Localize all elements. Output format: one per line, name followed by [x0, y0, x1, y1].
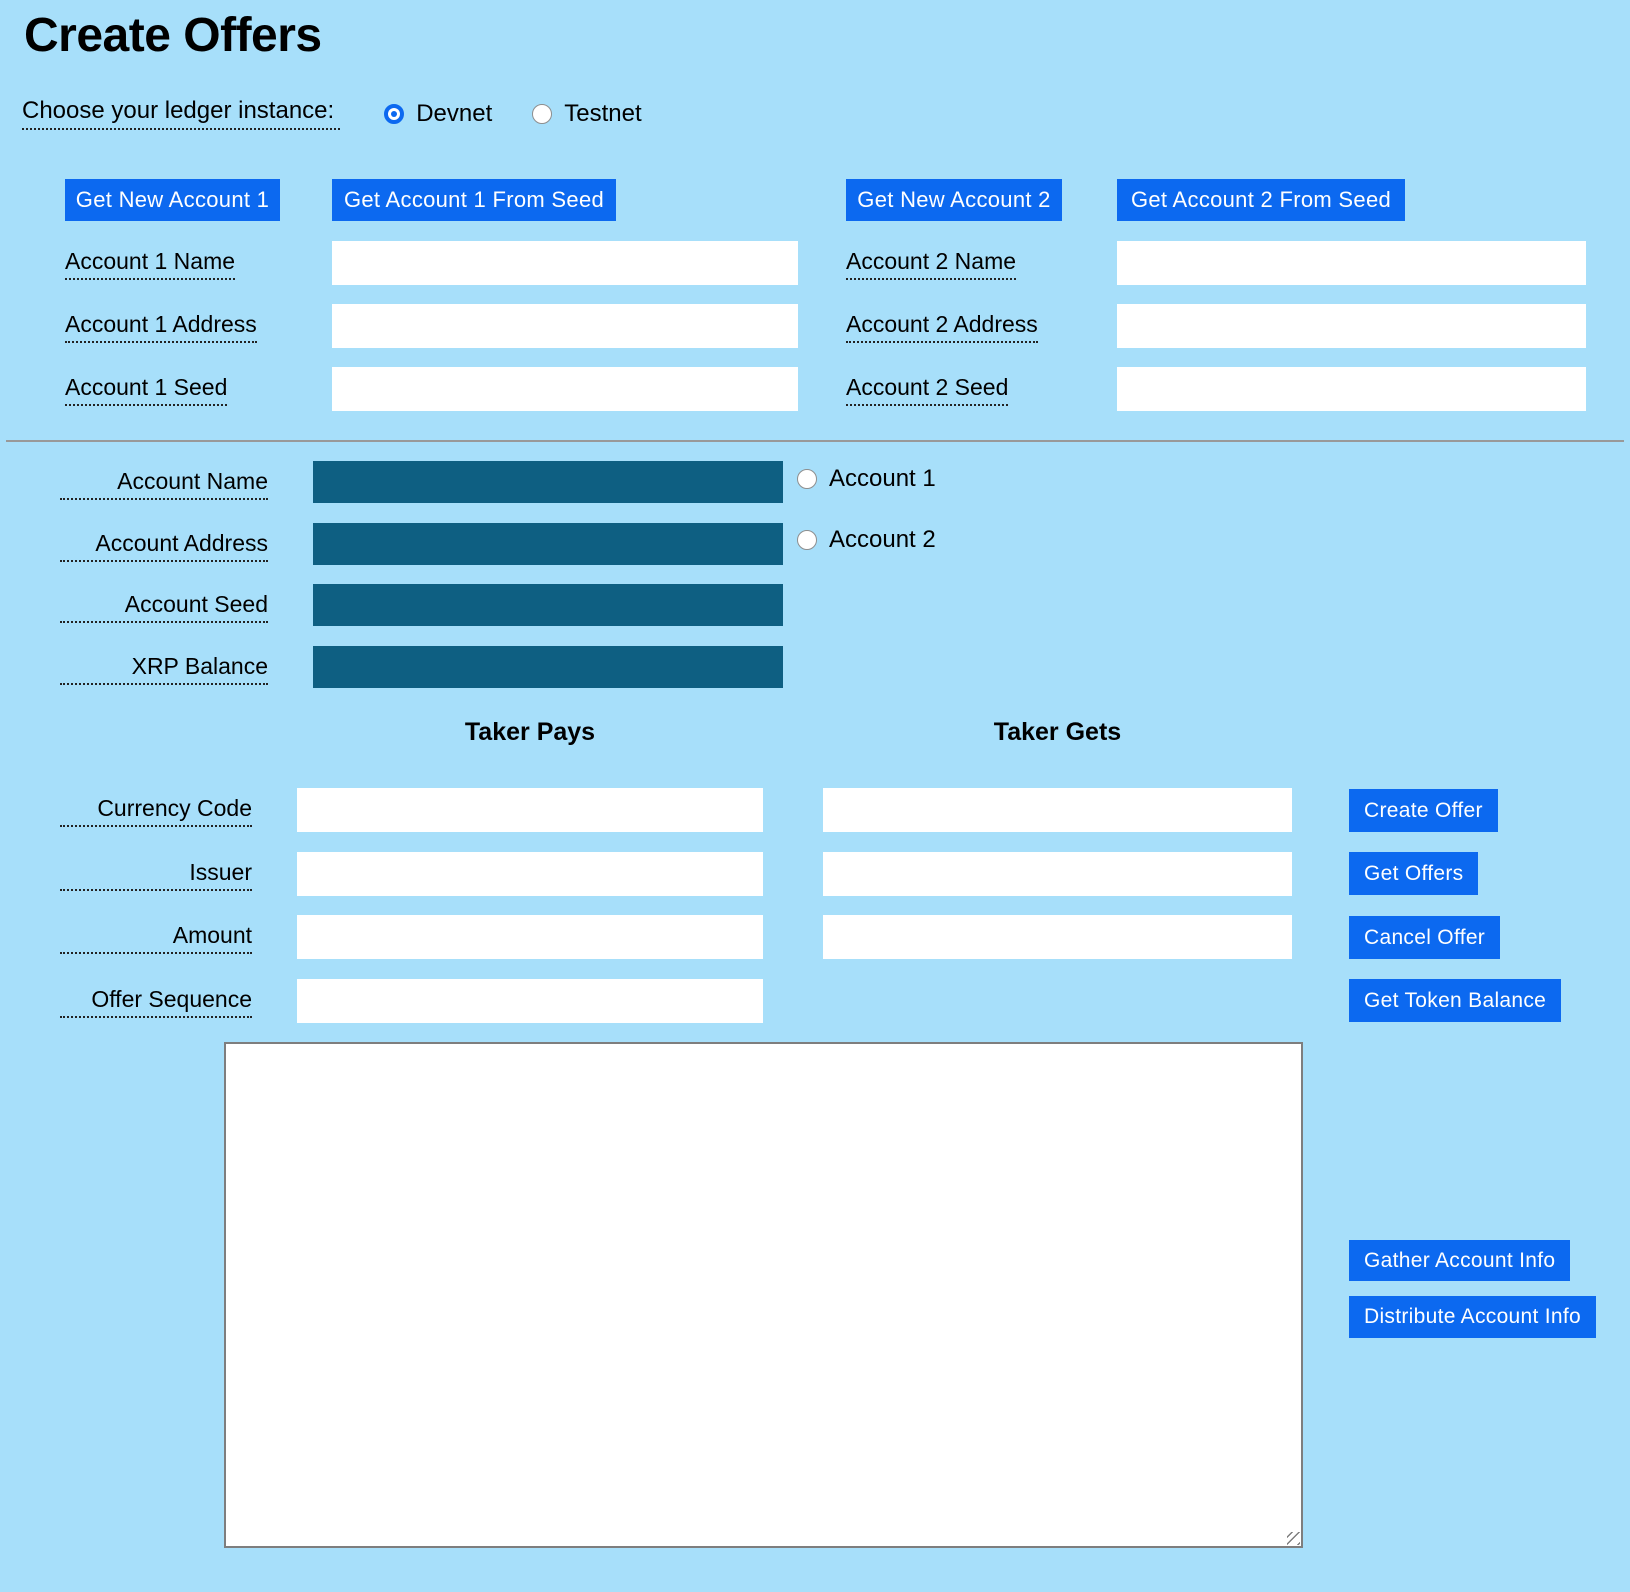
get-account2-from-seed-button[interactable]: Get Account 2 From Seed — [1117, 179, 1405, 221]
account1-address-label: Account 1 Address — [65, 312, 257, 343]
account2-address-label: Account 2 Address — [846, 312, 1038, 343]
get-new-account1-button[interactable]: Get New Account 1 — [65, 179, 280, 221]
account1-name-input[interactable] — [332, 241, 798, 285]
account1-address-input[interactable] — [332, 304, 798, 348]
gather-account-info-button[interactable]: Gather Account Info — [1349, 1240, 1570, 1281]
account1-select-radio-circle[interactable] — [797, 469, 817, 489]
get-token-balance-button[interactable]: Get Token Balance — [1349, 979, 1561, 1022]
results-textarea[interactable] — [224, 1042, 1303, 1548]
account-name-label: Account Name — [60, 469, 268, 500]
account2-name-label: Account 2 Name — [846, 249, 1016, 280]
account-seed-label: Account Seed — [60, 592, 268, 623]
get-account1-from-seed-button[interactable]: Get Account 1 From Seed — [332, 179, 616, 221]
testnet-radio-circle[interactable] — [532, 104, 552, 124]
currency-code-label: Currency Code — [60, 796, 252, 827]
amount-label: Amount — [60, 923, 252, 954]
testnet-radio-label: Testnet — [564, 100, 642, 128]
account2-select-radio-circle[interactable] — [797, 530, 817, 550]
account-address-field[interactable] — [313, 523, 783, 565]
xrp-balance-label: XRP Balance — [60, 654, 268, 685]
get-offers-button[interactable]: Get Offers — [1349, 852, 1478, 895]
ledger-instance-label: Choose your ledger instance: — [22, 98, 340, 130]
account2-select-radio-label: Account 2 — [829, 526, 936, 553]
account1-select-radio[interactable] — [797, 465, 936, 493]
cancel-offer-button[interactable]: Cancel Offer — [1349, 916, 1500, 959]
create-offer-button[interactable]: Create Offer — [1349, 789, 1498, 832]
taker-gets-issuer-input[interactable] — [823, 852, 1292, 896]
ledger-instance-row — [22, 98, 642, 130]
account2-select-radio[interactable] — [797, 526, 936, 554]
testnet-radio[interactable] — [532, 100, 641, 128]
taker-gets-amount-input[interactable] — [823, 915, 1292, 959]
account2-seed-input[interactable] — [1117, 367, 1586, 411]
taker-pays-header: Taker Pays — [464, 718, 596, 746]
account1-seed-label: Account 1 Seed — [65, 375, 227, 406]
account-name-field[interactable] — [313, 461, 783, 503]
devnet-radio[interactable] — [384, 100, 492, 128]
taker-gets-header: Taker Gets — [993, 718, 1122, 746]
account-address-label: Account Address — [60, 531, 268, 562]
distribute-account-info-button[interactable]: Distribute Account Info — [1349, 1296, 1596, 1338]
account1-select-radio-label: Account 1 — [829, 465, 936, 492]
taker-pays-issuer-input[interactable] — [297, 852, 763, 896]
section-divider — [6, 440, 1624, 442]
taker-gets-currency-input[interactable] — [823, 788, 1292, 832]
get-new-account2-button[interactable]: Get New Account 2 — [846, 179, 1062, 221]
account2-seed-label: Account 2 Seed — [846, 375, 1008, 406]
xrp-balance-field[interactable] — [313, 646, 783, 688]
account-seed-field[interactable] — [313, 584, 783, 626]
offer-sequence-label: Offer Sequence — [60, 987, 252, 1018]
account2-name-input[interactable] — [1117, 241, 1586, 285]
page-title: Create Offers — [24, 9, 322, 62]
account1-name-label: Account 1 Name — [65, 249, 235, 280]
resize-handle[interactable] — [1287, 1532, 1300, 1545]
account1-seed-input[interactable] — [332, 367, 798, 411]
devnet-radio-label: Devnet — [416, 100, 493, 128]
devnet-radio-circle[interactable] — [384, 104, 404, 124]
issuer-label: Issuer — [60, 860, 252, 891]
offer-sequence-input[interactable] — [297, 979, 763, 1023]
taker-pays-amount-input[interactable] — [297, 915, 763, 959]
account2-address-input[interactable] — [1117, 304, 1586, 348]
taker-pays-currency-input[interactable] — [297, 788, 763, 832]
